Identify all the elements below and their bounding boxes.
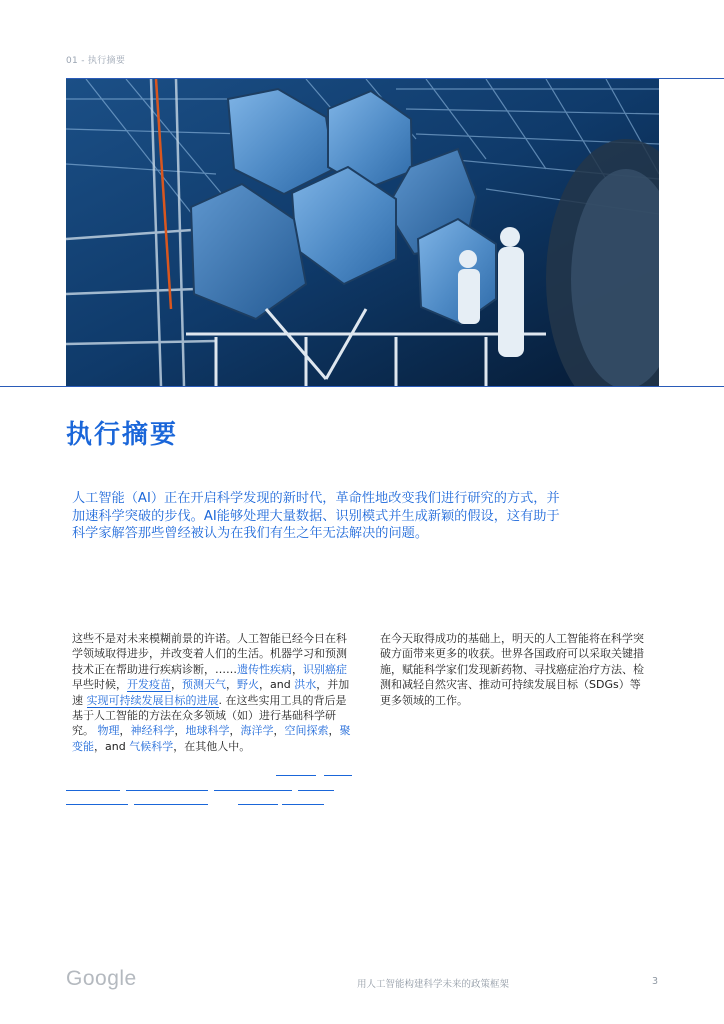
section-label: 01 - 执行摘要 [66,56,126,66]
separator: ， [171,678,182,692]
link-neuroscience[interactable]: 神经科学 [130,724,175,738]
body-text: ，并加速 [72,678,350,707]
page-number: 3 [652,976,659,987]
reference-underlines [66,770,366,810]
hero-rule [0,386,724,387]
hero-image [66,79,659,386]
link-vaccine[interactable]: 开发疫苗 [127,678,171,692]
page-title: 执行摘要 [66,420,179,450]
link-climate-science[interactable]: 气候科学 [129,739,174,753]
footer-doc-title: 用人工智能构建科学未来的政策框架 [357,979,510,990]
link-genetic-disease[interactable]: 遗传性疾病 [237,662,292,676]
link-oceanography[interactable]: 海洋学 [240,724,274,738]
separator: ， [174,724,186,738]
body-text: . 在这些实用工具的背后是基于人工智能的方法在众多领域（如）进行基础科学研究。 [72,693,347,738]
link-physics[interactable]: 物理 [97,724,120,738]
body-text: ，and [94,739,126,753]
intro-paragraph: 人工智能（AI）正在开启科学发现的新时代，革命性地改变我们进行研究的方式，并加速科学突破的步伐。AI能够处理大量数据、识别模式并生成新颖的假设，这有助于科学家解答那些曾经被认为在我们有生之年无法解决的问题。 [72,491,560,541]
link-space-exploration[interactable]: 空间探索 [284,724,329,738]
separator: ， [273,724,285,738]
separator: ， [119,724,131,738]
link-wildfire[interactable]: 野火 [237,678,259,692]
google-logo: Google [66,967,137,990]
left-column [72,631,354,754]
link-fusion-energy[interactable]: 聚变能 [72,724,351,753]
body-text: ，在其他人中。 [173,739,251,753]
separator: ， [229,724,241,738]
separator: ， [226,678,237,692]
body-text: ，and [259,678,291,692]
body-text: 这些不是对未来模糊前景的许诺。人工智能已经今日在科学领域取得进步，并改变着人们的生活。机器学习和预测技术正在帮助进行疾病诊断，…… [72,632,347,676]
link-earth-science[interactable]: 地球科学 [185,724,230,738]
right-column: 在今天取得成功的基础上，明天的人工智能将在科学突破方面带来更多的收获。世界各国政府可以采取关键措施，赋能科学家们发现新药物、寻找癌症治疗方法、检测和减轻自然灾害、推动可持续发展目标（SDGs）等更多领域的工作。 [380,632,644,707]
link-weather[interactable]: 预测天气 [182,678,226,692]
link-sdg-progress[interactable]: 实现可持续发展目标的进展 [86,693,219,707]
link-flood[interactable]: 洪水 [294,678,317,692]
separator: ， [292,662,303,676]
separator: ， [116,678,127,692]
separator: ， [328,724,340,738]
body-text: 早些时候 [72,678,116,692]
link-cancer[interactable]: 识别癌症 [303,662,347,676]
